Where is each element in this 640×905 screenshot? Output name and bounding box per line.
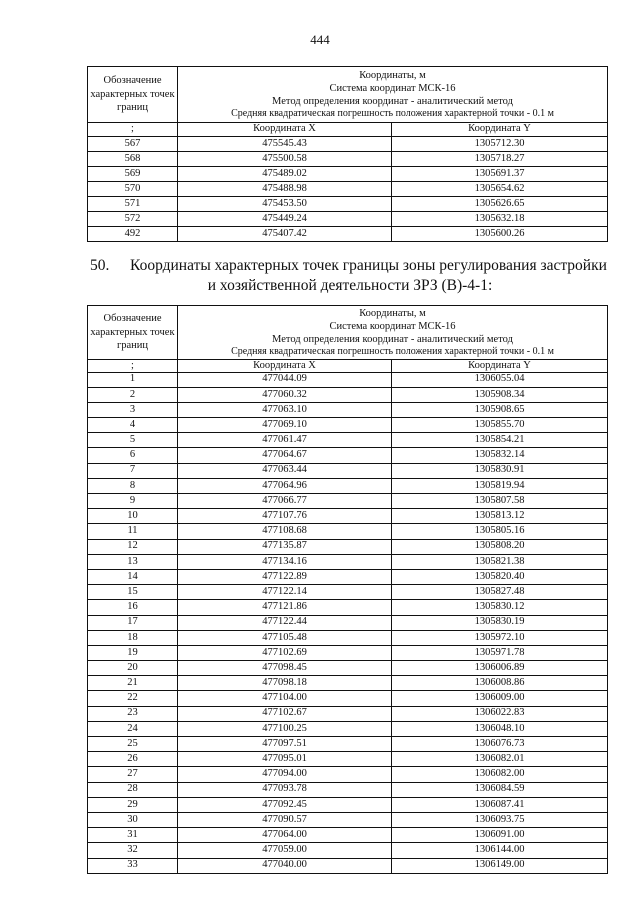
coordinate-x-cell: 477098.45 bbox=[178, 661, 392, 676]
header-line-4: Средняя квадратическая погрешность положения характерной точки - 0.1 м bbox=[231, 107, 554, 119]
coordinate-y-cell: 1305808.20 bbox=[392, 539, 608, 554]
coordinate-y-cell: 1305855.70 bbox=[392, 418, 608, 433]
table-row bbox=[88, 600, 608, 615]
coordinate-y-cell: 1306009.00 bbox=[392, 691, 608, 706]
header-separator: ; bbox=[88, 360, 178, 373]
coordinate-x-cell: 477122.44 bbox=[178, 615, 392, 630]
coordinate-x-cell: 477061.47 bbox=[178, 433, 392, 448]
coordinate-x-cell: 477097.51 bbox=[178, 737, 392, 752]
header-line-1: Координаты, м bbox=[359, 307, 426, 319]
point-number-cell: 17 bbox=[88, 615, 178, 630]
point-number-cell: 2 bbox=[88, 387, 178, 402]
table-row bbox=[88, 645, 608, 660]
header-meta bbox=[178, 67, 608, 123]
section-number: 50. bbox=[90, 257, 110, 274]
section-title-line-1: Координаты характерных точек границы зоны регулирования застройки bbox=[130, 257, 607, 274]
coordinate-x-cell: 477064.00 bbox=[178, 828, 392, 843]
table-row bbox=[88, 402, 608, 417]
table-row bbox=[88, 137, 608, 152]
table-row bbox=[88, 509, 608, 524]
coordinates-table-1 bbox=[87, 66, 608, 242]
coordinate-y-cell: 1306006.89 bbox=[392, 661, 608, 676]
coordinate-y-cell: 1305971.78 bbox=[392, 645, 608, 660]
table-2-body bbox=[88, 306, 608, 874]
header-meta bbox=[178, 306, 608, 360]
coordinate-x-cell: 477064.96 bbox=[178, 478, 392, 493]
point-number-cell: 19 bbox=[88, 645, 178, 660]
column-y-header: Координата Y bbox=[392, 360, 608, 373]
coordinate-x-cell: 475500.58 bbox=[178, 152, 392, 167]
coordinate-y-cell: 1305821.38 bbox=[392, 554, 608, 569]
table-row bbox=[88, 387, 608, 402]
coordinate-x-cell: 477066.77 bbox=[178, 494, 392, 509]
table-row bbox=[88, 737, 608, 752]
point-number-cell: 4 bbox=[88, 418, 178, 433]
coordinate-x-cell: 477064.67 bbox=[178, 448, 392, 463]
point-number-cell: 32 bbox=[88, 843, 178, 858]
table-row bbox=[88, 706, 608, 721]
coordinate-x-cell: 477107.76 bbox=[178, 509, 392, 524]
table-row bbox=[88, 554, 608, 569]
coordinate-y-cell: 1305819.94 bbox=[392, 478, 608, 493]
point-number-cell: 25 bbox=[88, 737, 178, 752]
point-number-cell: 27 bbox=[88, 767, 178, 782]
table-row bbox=[88, 782, 608, 797]
point-number-cell: 10 bbox=[88, 509, 178, 524]
point-number-cell: 3 bbox=[88, 402, 178, 417]
point-number-cell: 6 bbox=[88, 448, 178, 463]
point-number-cell: 13 bbox=[88, 554, 178, 569]
point-number-cell: 18 bbox=[88, 630, 178, 645]
coordinate-x-cell: 477094.00 bbox=[178, 767, 392, 782]
coordinate-y-cell: 1305718.27 bbox=[392, 152, 608, 167]
coordinate-y-cell: 1305827.48 bbox=[392, 585, 608, 600]
table-row bbox=[88, 539, 608, 554]
coordinate-x-cell: 477060.32 bbox=[178, 387, 392, 402]
coordinate-x-cell: 477105.48 bbox=[178, 630, 392, 645]
table-1-body bbox=[88, 67, 608, 242]
coordinate-x-cell: 477092.45 bbox=[178, 797, 392, 812]
coordinate-x-cell: 477102.67 bbox=[178, 706, 392, 721]
header-line-2: Система координат МСК-16 bbox=[329, 82, 456, 94]
point-number-cell: 1 bbox=[88, 372, 178, 387]
table-row bbox=[88, 721, 608, 736]
coordinate-x-cell: 475407.42 bbox=[178, 227, 392, 242]
coordinate-x-cell: 477063.44 bbox=[178, 463, 392, 478]
point-number-cell: 492 bbox=[88, 227, 178, 242]
point-number-cell: 31 bbox=[88, 828, 178, 843]
point-number-cell: 29 bbox=[88, 797, 178, 812]
table-row bbox=[88, 463, 608, 478]
coordinate-y-cell: 1305805.16 bbox=[392, 524, 608, 539]
table-row bbox=[88, 615, 608, 630]
table-row bbox=[88, 227, 608, 242]
table-row bbox=[88, 858, 608, 873]
table-row bbox=[88, 676, 608, 691]
coordinate-x-cell: 477104.00 bbox=[178, 691, 392, 706]
coordinate-x-cell: 477122.89 bbox=[178, 569, 392, 584]
point-number-cell: 26 bbox=[88, 752, 178, 767]
table-row bbox=[88, 418, 608, 433]
point-number-cell: 28 bbox=[88, 782, 178, 797]
point-number-cell: 571 bbox=[88, 197, 178, 212]
coordinate-x-cell: 477122.14 bbox=[178, 585, 392, 600]
table-row bbox=[88, 152, 608, 167]
header-line-3: Метод определения координат - аналитический метод bbox=[272, 333, 513, 345]
coordinate-x-cell: 477040.00 bbox=[178, 858, 392, 873]
table-row bbox=[88, 433, 608, 448]
table-row bbox=[88, 585, 608, 600]
point-number-cell: 568 bbox=[88, 152, 178, 167]
coordinate-x-cell: 477063.10 bbox=[178, 402, 392, 417]
coordinate-y-cell: 1306084.59 bbox=[392, 782, 608, 797]
coordinate-y-cell: 1306076.73 bbox=[392, 737, 608, 752]
table-row bbox=[88, 767, 608, 782]
column-x-header: Координата X bbox=[178, 360, 392, 373]
column-y-header: Координата Y bbox=[392, 123, 608, 137]
coordinate-y-cell: 1305854.21 bbox=[392, 433, 608, 448]
coordinate-y-cell: 1305626.65 bbox=[392, 197, 608, 212]
coordinate-y-cell: 1305832.14 bbox=[392, 448, 608, 463]
header-line-3: Метод определения координат - аналитический метод bbox=[272, 95, 513, 107]
table-row bbox=[88, 752, 608, 767]
point-number-cell: 567 bbox=[88, 137, 178, 152]
coordinate-x-cell: 475453.50 bbox=[178, 197, 392, 212]
coordinate-x-cell: 477044.09 bbox=[178, 372, 392, 387]
table-row bbox=[88, 691, 608, 706]
coordinate-y-cell: 1306008.86 bbox=[392, 676, 608, 691]
coordinate-y-cell: 1305972.10 bbox=[392, 630, 608, 645]
table-row bbox=[88, 372, 608, 387]
coordinate-x-cell: 477069.10 bbox=[178, 418, 392, 433]
header-label: Обозначение характерных точек границ bbox=[88, 67, 178, 123]
coordinate-x-cell: 475449.24 bbox=[178, 212, 392, 227]
coordinate-y-cell: 1305830.91 bbox=[392, 463, 608, 478]
coordinate-y-cell: 1305807.58 bbox=[392, 494, 608, 509]
point-number-cell: 569 bbox=[88, 167, 178, 182]
point-number-cell: 30 bbox=[88, 812, 178, 827]
point-number-cell: 22 bbox=[88, 691, 178, 706]
point-number-cell: 23 bbox=[88, 706, 178, 721]
coordinate-y-cell: 1306048.10 bbox=[392, 721, 608, 736]
coordinate-y-cell: 1305908.65 bbox=[392, 402, 608, 417]
point-number-cell: 7 bbox=[88, 463, 178, 478]
table-row bbox=[88, 494, 608, 509]
point-number-cell: 15 bbox=[88, 585, 178, 600]
table-row bbox=[88, 478, 608, 493]
coordinate-x-cell: 477090.57 bbox=[178, 812, 392, 827]
point-number-cell: 12 bbox=[88, 539, 178, 554]
table-row bbox=[88, 167, 608, 182]
header-separator: ; bbox=[88, 123, 178, 137]
point-number-cell: 24 bbox=[88, 721, 178, 736]
coordinate-y-cell: 1306082.01 bbox=[392, 752, 608, 767]
point-number-cell: 14 bbox=[88, 569, 178, 584]
header-line-1: Координаты, м bbox=[359, 69, 426, 81]
coordinate-x-cell: 477121.86 bbox=[178, 600, 392, 615]
coordinate-y-cell: 1306022.83 bbox=[392, 706, 608, 721]
table-row bbox=[88, 843, 608, 858]
coordinate-x-cell: 475545.43 bbox=[178, 137, 392, 152]
coordinate-y-cell: 1306093.75 bbox=[392, 812, 608, 827]
coordinate-y-cell: 1306087.41 bbox=[392, 797, 608, 812]
coordinate-y-cell: 1305600.26 bbox=[392, 227, 608, 242]
coordinate-y-cell: 1306144.00 bbox=[392, 843, 608, 858]
coordinate-x-cell: 477098.18 bbox=[178, 676, 392, 691]
table-row bbox=[88, 524, 608, 539]
coordinate-x-cell: 477093.78 bbox=[178, 782, 392, 797]
coordinate-x-cell: 477102.69 bbox=[178, 645, 392, 660]
coordinate-y-cell: 1305830.19 bbox=[392, 615, 608, 630]
header-label: Обозначение характерных точек границ bbox=[88, 306, 178, 360]
table-row bbox=[88, 448, 608, 463]
table-row bbox=[88, 797, 608, 812]
point-number-cell: 16 bbox=[88, 600, 178, 615]
header-line-2: Система координат МСК-16 bbox=[329, 320, 456, 332]
point-number-cell: 8 bbox=[88, 478, 178, 493]
coordinates-table-2 bbox=[87, 305, 608, 874]
table-row bbox=[88, 661, 608, 676]
coordinate-x-cell: 477100.25 bbox=[178, 721, 392, 736]
table-row bbox=[88, 569, 608, 584]
section-title-line-2: и хозяйственной деятельности ЗРЗ (В)-4-1: bbox=[207, 277, 493, 294]
point-number-cell: 11 bbox=[88, 524, 178, 539]
coordinate-y-cell: 1305813.12 bbox=[392, 509, 608, 524]
coordinate-x-cell: 477095.01 bbox=[178, 752, 392, 767]
coordinate-y-cell: 1305691.37 bbox=[392, 167, 608, 182]
header-line-4: Средняя квадратическая погрешность положения характерной точки - 0.1 м bbox=[231, 345, 554, 357]
coordinate-y-cell: 1306149.00 bbox=[392, 858, 608, 873]
coordinate-y-cell: 1305908.34 bbox=[392, 387, 608, 402]
coordinate-y-cell: 1305820.40 bbox=[392, 569, 608, 584]
table-row bbox=[88, 828, 608, 843]
coordinate-y-cell: 1305830.12 bbox=[392, 600, 608, 615]
coordinate-y-cell: 1306055.04 bbox=[392, 372, 608, 387]
coordinate-y-cell: 1305632.18 bbox=[392, 212, 608, 227]
table-row bbox=[88, 182, 608, 197]
coordinate-y-cell: 1306082.00 bbox=[392, 767, 608, 782]
coordinate-x-cell: 475489.02 bbox=[178, 167, 392, 182]
coordinate-x-cell: 477059.00 bbox=[178, 843, 392, 858]
coordinate-x-cell: 475488.98 bbox=[178, 182, 392, 197]
page-number: 444 bbox=[310, 32, 330, 47]
coordinate-x-cell: 477108.68 bbox=[178, 524, 392, 539]
point-number-cell: 9 bbox=[88, 494, 178, 509]
coordinate-y-cell: 1305712.30 bbox=[392, 137, 608, 152]
coordinate-x-cell: 477134.16 bbox=[178, 554, 392, 569]
table-row bbox=[88, 212, 608, 227]
point-number-cell: 570 bbox=[88, 182, 178, 197]
point-number-cell: 5 bbox=[88, 433, 178, 448]
point-number-cell: 572 bbox=[88, 212, 178, 227]
table-row bbox=[88, 812, 608, 827]
coordinate-x-cell: 477135.87 bbox=[178, 539, 392, 554]
column-x-header: Координата X bbox=[178, 123, 392, 137]
table-row bbox=[88, 197, 608, 212]
coordinate-y-cell: 1305654.62 bbox=[392, 182, 608, 197]
table-row bbox=[88, 630, 608, 645]
point-number-cell: 20 bbox=[88, 661, 178, 676]
coordinate-y-cell: 1306091.00 bbox=[392, 828, 608, 843]
point-number-cell: 21 bbox=[88, 676, 178, 691]
point-number-cell: 33 bbox=[88, 858, 178, 873]
